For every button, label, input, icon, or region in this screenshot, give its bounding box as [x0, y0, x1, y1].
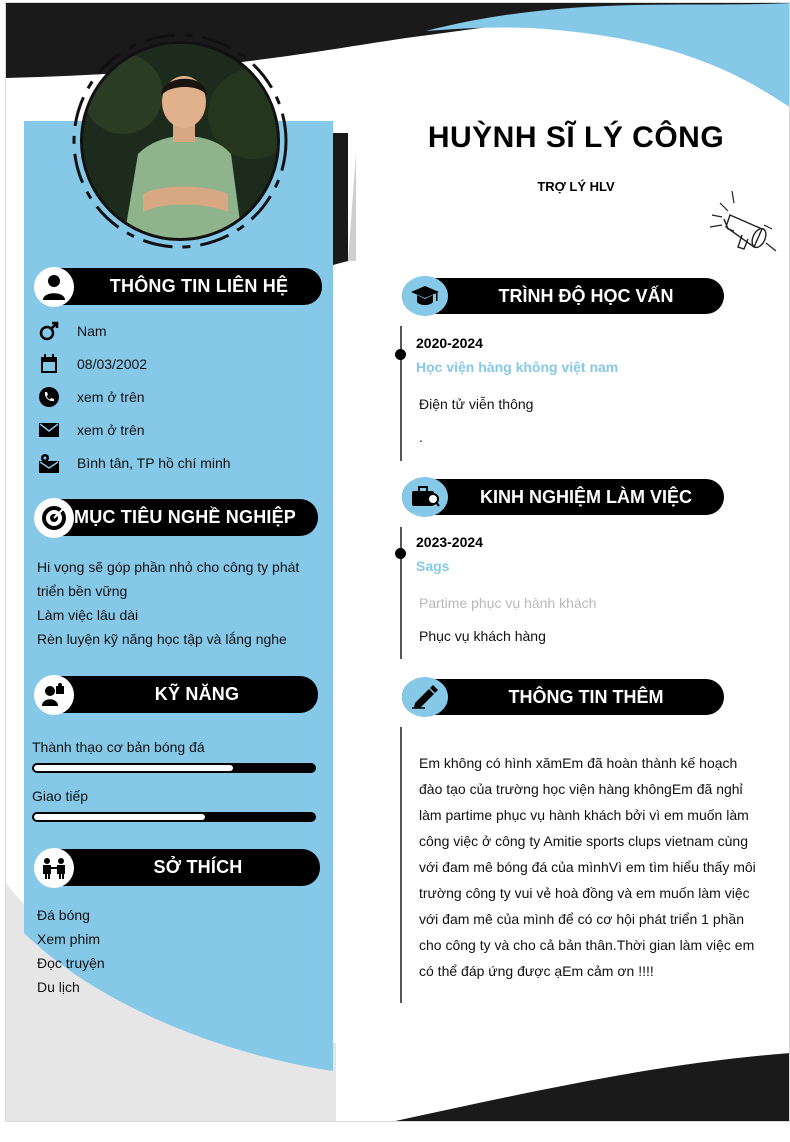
user-icon — [34, 267, 74, 307]
education-timeline — [400, 326, 402, 461]
pen-icon — [402, 677, 448, 717]
objective-heading — [36, 499, 318, 536]
objective-line: Hi vọng sẽ góp phần nhỏ cho công ty phát — [37, 559, 300, 575]
hobby-item: Đọc truyện — [37, 955, 105, 971]
contact-address — [38, 452, 231, 474]
skill-label: Giao tiếp — [32, 788, 89, 804]
phone-icon — [38, 386, 60, 408]
skill-bar — [32, 763, 316, 773]
timeline-dot — [395, 548, 406, 559]
birthdate-value: 08/03/2002 — [77, 356, 148, 372]
experience-title: KINH NGHIỆM LÀM VIỆC — [479, 487, 692, 507]
gender-value: Nam — [77, 323, 107, 339]
hobbies-list — [37, 903, 317, 999]
megaphone-icon — [702, 185, 784, 261]
contact-phone — [38, 386, 145, 408]
candidate-role: TRỢ LÝ HLV — [537, 179, 615, 194]
contact-email — [38, 419, 145, 441]
skill-bar-fill — [34, 765, 233, 771]
graduation-cap-icon — [402, 276, 448, 316]
education-major: Điện tử viễn thông — [419, 396, 534, 412]
contact-birthdate — [38, 353, 147, 375]
education-period: 2020-2024 — [416, 335, 483, 351]
hobbies-heading — [36, 849, 320, 886]
skill-bar — [32, 812, 316, 822]
hobby-item: Xem phim — [37, 931, 101, 947]
experience-period: 2023-2024 — [416, 534, 483, 550]
timeline-dot — [395, 349, 406, 360]
contact-heading — [36, 268, 322, 305]
puzzle-user-icon — [34, 675, 74, 715]
hobby-item: Du lịch — [37, 979, 80, 995]
education-school: Học viện hàng không việt nam — [416, 359, 619, 375]
experience-description: Phục vụ khách hàng — [419, 628, 546, 644]
hobby-item: Đá bóng — [37, 907, 90, 923]
objective-line: triển bền vững — [37, 583, 128, 599]
contact-title: THÔNG TIN LIÊN HỆ — [109, 276, 289, 296]
education-title: TRÌNH ĐỘ HỌC VẤN — [498, 286, 674, 306]
hobbies-title: SỞ THÍCH — [153, 857, 243, 877]
skills-title: KỸ NĂNG — [154, 684, 240, 704]
skill-label: Thành thạo cơ bản bóng đá — [32, 739, 205, 755]
profile-photo-frame — [70, 31, 290, 251]
target-icon — [34, 498, 74, 538]
cv-page — [5, 2, 790, 1122]
objective-line: Làm việc lâu dài — [37, 607, 139, 623]
phone-value: xem ở trên — [77, 389, 145, 405]
objective-title: MỤC TIÊU NGHỀ NGHIỆP — [74, 507, 297, 527]
experience-heading — [402, 479, 724, 515]
candidate-name: HUỲNH SĨ LÝ CÔNG — [427, 121, 725, 154]
location-icon — [38, 452, 60, 474]
avatar — [80, 41, 280, 241]
experience-company: Sags — [416, 558, 450, 574]
additional-heading — [402, 679, 724, 715]
additional-text: Em không có hình xămEm đã hoàn thành kế hoạch đào tạo của trường học viện hàng khôngEm đã nghỉ làm partime phục vụ hành khách bởi vì em muốn làm công việc ở công ty Amitie sports clups vietnam cùng với đam mê bóng đá của mìnhVì em tìm hiểu thấy môi trường công ty vui vẻ hoà đồng và em muốn làm việc với đam mê của mình để có cơ hội phát triển 1 phần cho công ty và cho cả bản thân.Thời gian làm việc em có thể đáp ứng được ạEm cảm ơn !!!! — [419, 755, 756, 979]
people-icon — [34, 848, 74, 888]
objective-line: Rèn luyện kỹ năng học tập và lắng nghe — [37, 631, 287, 647]
address-value: Bình tân, TP hồ chí minh — [77, 455, 231, 471]
education-heading — [402, 278, 724, 314]
contact-gender — [38, 320, 107, 342]
email-value: xem ở trên — [77, 422, 145, 438]
additional-title: THÔNG TIN THÊM — [508, 687, 664, 707]
skills-heading — [36, 676, 318, 713]
additional-timeline — [400, 727, 402, 1003]
briefcase-icon — [402, 477, 448, 517]
education-note: . — [419, 429, 423, 445]
experience-timeline — [400, 527, 402, 659]
skill-bar-fill — [34, 814, 205, 820]
experience-position: Partime phục vụ hành khách — [419, 595, 597, 611]
calendar-icon — [38, 353, 60, 375]
gender-male-icon — [38, 320, 60, 342]
objective-text — [37, 555, 317, 651]
mail-icon — [38, 419, 60, 441]
